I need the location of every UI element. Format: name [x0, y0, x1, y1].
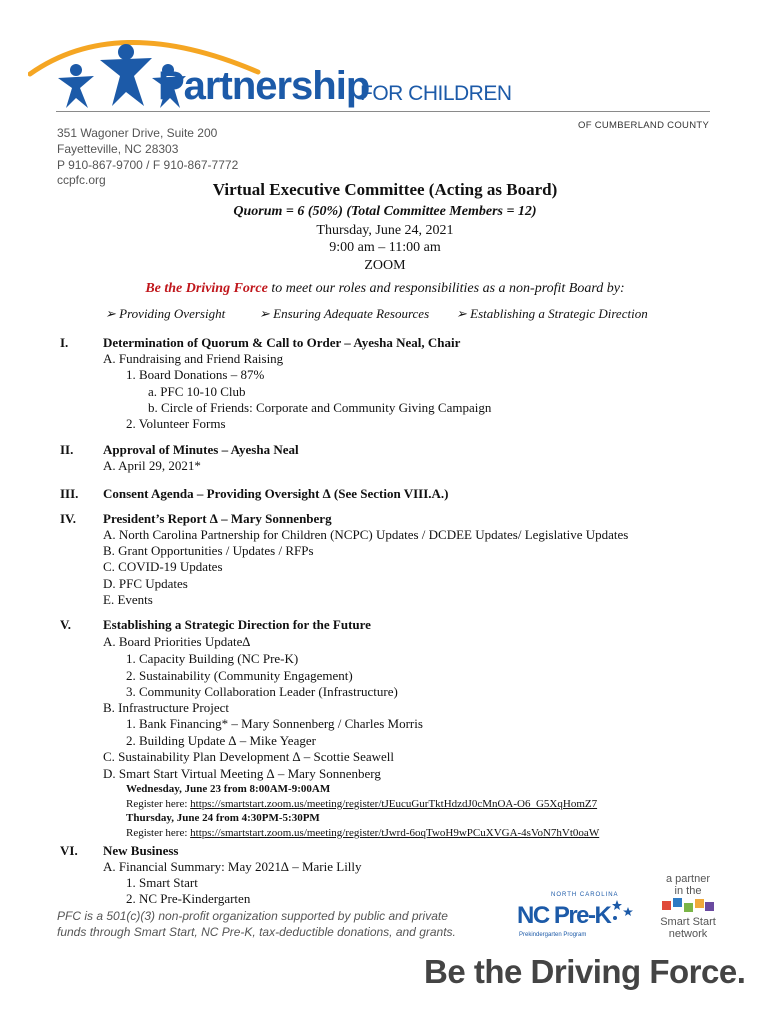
section-number: V.: [60, 617, 71, 632]
meeting-venue: ZOOM: [364, 258, 406, 273]
agenda-subitem: 1. Capacity Building (NC Pre-K): [126, 651, 299, 666]
logo-for-children: FOR CHILDREN: [360, 82, 512, 105]
agenda-item: D. Smart Start Virtual Meeting ∆ – Mary Sonnenberg: [103, 766, 381, 781]
logo-wordmark: Partnership: [158, 64, 370, 108]
document-title: Virtual Executive Committee (Acting as Board): [212, 180, 558, 199]
footer-note: PFC is a 501(c)(3) non-profit organization supported by public and private funds through Smart Start, NC Pre-K, tax-deductible donations, and grants.: [57, 909, 456, 939]
section-heading: Approval of Minutes – Ayesha Neal: [103, 442, 299, 457]
agenda-item: B. Infrastructure Project: [103, 700, 229, 715]
agenda-item: A. April 29, 2021*: [103, 458, 201, 473]
agenda-subitem: 2. Building Update ∆ – Mike Yeager: [126, 733, 316, 748]
section-heading: New Business: [103, 843, 179, 858]
tagline-emphasis: Be the Driving Force: [145, 281, 268, 296]
agenda-subitem: 2. Volunteer Forms: [126, 416, 226, 431]
agenda-item: A. Fundraising and Friend Raising: [103, 351, 284, 366]
tagline: [0, 281, 770, 297]
session-time: Wednesday, June 23 from 8:00AM-9:00AM: [126, 783, 331, 795]
agenda-item: C. Sustainability Plan Development ∆ – Scottie Seawell: [103, 749, 395, 764]
agenda-subitem: a. PFC 10-10 Club: [148, 384, 246, 399]
section-heading: Consent Agenda – Providing Oversight ∆ (See Section VIII.A.): [103, 486, 449, 501]
arrow-bullet-icon: ➢: [105, 306, 116, 321]
register-link[interactable]: https://smartstart.zoom.us/meeting/register/tJEucuGurTktHdzdJ0cMnOA-O6_G5XqHomZ7: [190, 798, 598, 810]
logo-county: OF CUMBERLAND COUNTY: [578, 120, 710, 131]
pillar-item: ➢ Establishing a Strategic Direction: [456, 306, 648, 321]
smart-start-blocks-icon: [660, 897, 716, 913]
phone-fax-line: P 910-867-9700 / F 910-867-7772: [57, 158, 239, 172]
pillar-item: ➢ Ensuring Adequate Resources: [259, 306, 430, 321]
agenda-item: C. COVID-19 Updates: [103, 559, 223, 574]
address-line: 351 Wagoner Drive, Suite 200: [57, 126, 218, 140]
meeting-time: 9:00 am – 11:00 am: [329, 240, 441, 255]
agenda-subitem: 1. Board Donations – 87%: [126, 367, 265, 382]
agenda-item: A. Financial Summary: May 2021∆ – Marie Lilly: [103, 859, 362, 874]
section-number: IV.: [60, 511, 77, 526]
pillar-item: ➢ Providing Oversight: [105, 306, 226, 321]
quorum-line: Quorum = 6 (50%) (Total Committee Members = 12): [233, 204, 537, 219]
section-heading: Determination of Quorum & Call to Order – Ayesha Neal, Chair: [103, 335, 461, 350]
section-number: I.: [60, 335, 69, 350]
register-line: Register here: https://smartstart.zoom.us/meeting/register/tJEucuGurTktHdzdJ0cMnOA-O6_G5XqHomZ7: [126, 798, 598, 810]
arrow-bullet-icon: ➢: [456, 306, 467, 321]
section-number: II.: [60, 442, 74, 457]
register-link[interactable]: https://smartstart.zoom.us/meeting/register/tJwrd-6oqTwoH9wPCuXVGA-4sVoN7hVt0oaW: [190, 827, 600, 839]
arrow-bullet-icon: ➢: [259, 306, 270, 321]
tagline-rest: to meet our roles and responsibilities as a non-profit Board by:: [267, 281, 625, 296]
meeting-date: Thursday, June 24, 2021: [316, 223, 454, 238]
slogan: Be the Driving Force.: [424, 953, 746, 990]
stars-icon: [609, 898, 635, 924]
agenda-item: B. Grant Opportunities / Updates / RFPs: [103, 543, 314, 558]
smart-start-partner-logo: a partner in the Smart Start network: [660, 873, 716, 940]
section-number: III.: [60, 486, 79, 501]
agenda-subitem: 1. Bank Financing* – Mary Sonnenberg / Charles Morris: [126, 716, 423, 731]
agenda-item: A. Board Priorities Update∆: [103, 634, 251, 649]
section-number: VI.: [60, 843, 78, 858]
agenda-item: A. North Carolina Partnership for Children (NCPC) Updates / DCDEE Updates/ Legislative Updates: [103, 527, 629, 542]
agenda-subitem: 2. NC Pre-Kindergarten: [126, 891, 251, 906]
header-divider: [56, 111, 710, 112]
agenda-item: E. Events: [103, 592, 153, 607]
agenda-subitem: 1. Smart Start: [126, 875, 198, 890]
session-time: Thursday, June 24 from 4:30PM-5:30PM: [126, 812, 320, 824]
address-line: Fayetteville, NC 28303: [57, 142, 179, 156]
agenda-item: D. PFC Updates: [103, 576, 188, 591]
agenda-subitem: b. Circle of Friends: Corporate and Community Giving Campaign: [148, 400, 492, 415]
section-heading: Establishing a Strategic Direction for the Future: [103, 617, 371, 632]
agenda-subitem: 2. Sustainability (Community Engagement): [126, 668, 353, 683]
website-link[interactable]: ccpfc.org: [57, 173, 106, 187]
section-heading: President’s Report ∆ – Mary Sonnenberg: [103, 511, 332, 526]
nc-prek-logo: NORTH CAROLINA NC Pre-K Prekindergarten Program: [515, 892, 635, 944]
agenda-subitem: 3. Community Collaboration Leader (Infrastructure): [126, 684, 398, 699]
register-line: Register here: https://smartstart.zoom.us/meeting/register/tJwrd-6oqTwoH9wPCuXVGA-4sVoN7hVt0oaW: [126, 827, 600, 839]
